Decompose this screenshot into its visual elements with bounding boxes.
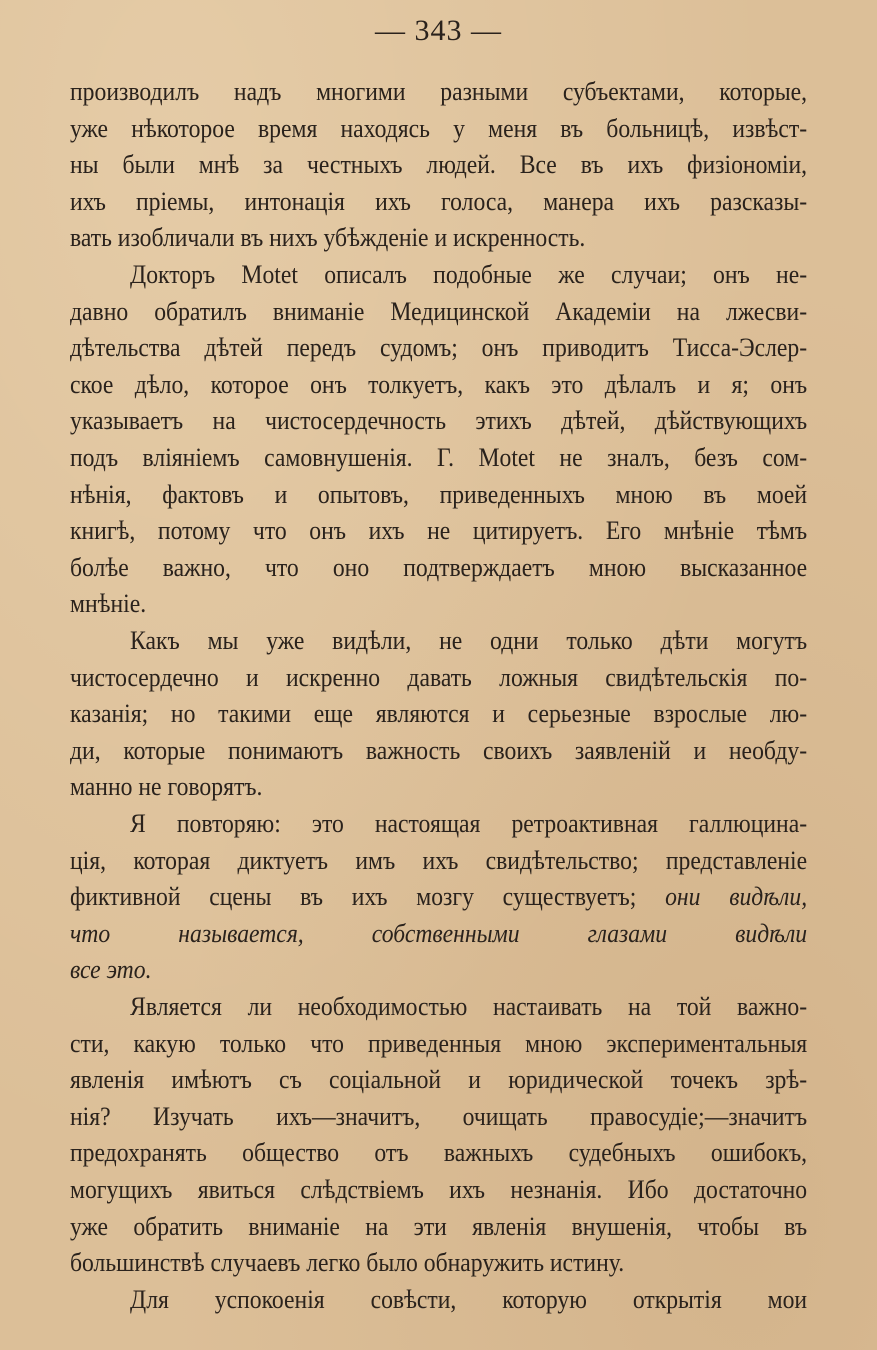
text-line [70, 438, 807, 478]
text-line-content: Докторъ Motet описалъ подобные же случаи; онъ не- [130, 260, 808, 289]
text-line-content: Для успокоенія совѣсти, которую открытія мои [130, 1284, 808, 1314]
text-line-content: болѣе важно, что оно подтверждаетъ мною высказанное [70, 552, 808, 582]
text-line [70, 1060, 807, 1100]
text-line-content: Я повторяю: это настоящая ретроактивная галлюцина- [130, 809, 808, 838]
text-line [70, 658, 807, 698]
text-line-content: ихъ пріемы, интонація ихъ голоса, манера ихъ разсказы- [70, 186, 808, 216]
text-line-content: нія? Изучать ихъ—значитъ, очищать правосудіе;—значитъ [70, 1101, 808, 1131]
book-page [70, 0, 807, 1350]
text-line [70, 548, 807, 588]
text-line-content: нѣнія, фактовъ и опытовъ, приведенныхъ мною въ моей [70, 479, 808, 509]
text-line [70, 182, 807, 222]
text-line [70, 841, 807, 881]
text-line-content: могущихъ явиться слѣдствіемъ ихъ незнанія. Ибо достаточно [70, 1175, 808, 1204]
text-line-content: ны были мнѣ за честныхъ людей. Все въ ихъ физіономіи, [70, 150, 808, 180]
text-line-content: подъ вліяніемъ самовнушенія. Г. Motet не зналъ, безъ сом- [70, 443, 808, 472]
text-line-content: дѣтельства дѣтей передъ судомъ; онъ приводитъ Тисса-Эслер- [70, 333, 808, 363]
text-line [70, 1133, 807, 1173]
text-line [70, 1243, 807, 1283]
text-line [70, 401, 807, 441]
text-line-content: Какъ мы уже видѣли, не одни только дѣти могутъ [130, 626, 808, 655]
text-line [70, 914, 807, 954]
text-line [70, 72, 807, 112]
text-line-content: давно обратилъ вниманіе Медицинской Академіи на лжесви- [70, 296, 808, 326]
text-line [70, 804, 807, 844]
text-line [70, 255, 807, 295]
text-line [70, 1170, 807, 1210]
text-line-content: чистосердечно и искренно давать ложныя свидѣтельскія по- [70, 662, 808, 692]
text-line [70, 365, 807, 405]
text-line-content: ди, которые понимаютъ важность своихъ заявленій и необду- [70, 735, 808, 765]
text-line [70, 328, 807, 368]
text-line [70, 292, 807, 332]
text-line [70, 584, 807, 624]
text-line-content: уже обратить вниманіе на эти явленія внушенія, чтобы въ [70, 1211, 808, 1241]
text-line [70, 1097, 807, 1137]
text-line-content: явленія имѣютъ съ соціальной и юридической точекъ зрѣ- [70, 1065, 808, 1095]
page-number: — 343 — [375, 14, 502, 47]
text-line-content: указываетъ на чистосердечность этихъ дѣтей, дѣйствующихъ [70, 406, 808, 436]
text-line [70, 511, 807, 551]
text-line [70, 950, 807, 990]
text-line-content: большинствѣ случаевъ легко было обнаружить истину. [70, 1248, 625, 1278]
text-line-content: ція, которая диктуетъ имъ ихъ свидѣтельство; представленіе [70, 845, 808, 875]
text-line-content: уже нѣкоторое время находясь у меня въ больницѣ, извѣст- [70, 113, 808, 143]
italic-emphasis: все это. [70, 955, 152, 985]
italic-emphasis: что называется, собственными глазами видѣли [70, 918, 808, 948]
text-line [70, 621, 807, 661]
text-line [70, 767, 807, 807]
text-line-content: сти, какую только что приведенныя мною экспериментальныя [70, 1028, 808, 1058]
italic-emphasis: они видѣли, [665, 882, 808, 912]
text-line-content: производилъ надъ многими разными субъектами, которые, [70, 77, 808, 106]
text-line-content: ское дѣло, которое онъ толкуетъ, какъ это дѣлалъ и я; онъ [70, 369, 808, 399]
text-line [70, 218, 807, 258]
text-line-content: Является ли необходимостью настаивать на той важно- [130, 992, 808, 1021]
text-line [70, 1280, 807, 1320]
text-line [70, 109, 807, 149]
text-line-content: предохранять общество отъ важныхъ судебныхъ ошибокъ, [70, 1138, 808, 1168]
text-line-content: манно не говорятъ. [70, 772, 263, 802]
text-line [70, 987, 807, 1027]
text-line [70, 1207, 807, 1247]
text-line [70, 877, 807, 917]
text-line-content: книгѣ, потому что онъ ихъ не цитируетъ. Его мнѣніе тѣмъ [70, 516, 808, 546]
text-line [70, 475, 807, 515]
text-line-content: мнѣніе. [70, 589, 147, 619]
text-line [70, 694, 807, 734]
text-line-content: вать изобличали въ нихъ убѣжденіе и искренность. [70, 223, 586, 253]
text-line [70, 1024, 807, 1064]
text-line [70, 145, 807, 185]
text-line-content: фиктивной сцены въ ихъ мозгу существуетъ; [70, 882, 637, 912]
text-line-content: казанія; но такими еще являются и серьезные взрослые лю- [70, 699, 808, 729]
text-line [70, 731, 807, 771]
